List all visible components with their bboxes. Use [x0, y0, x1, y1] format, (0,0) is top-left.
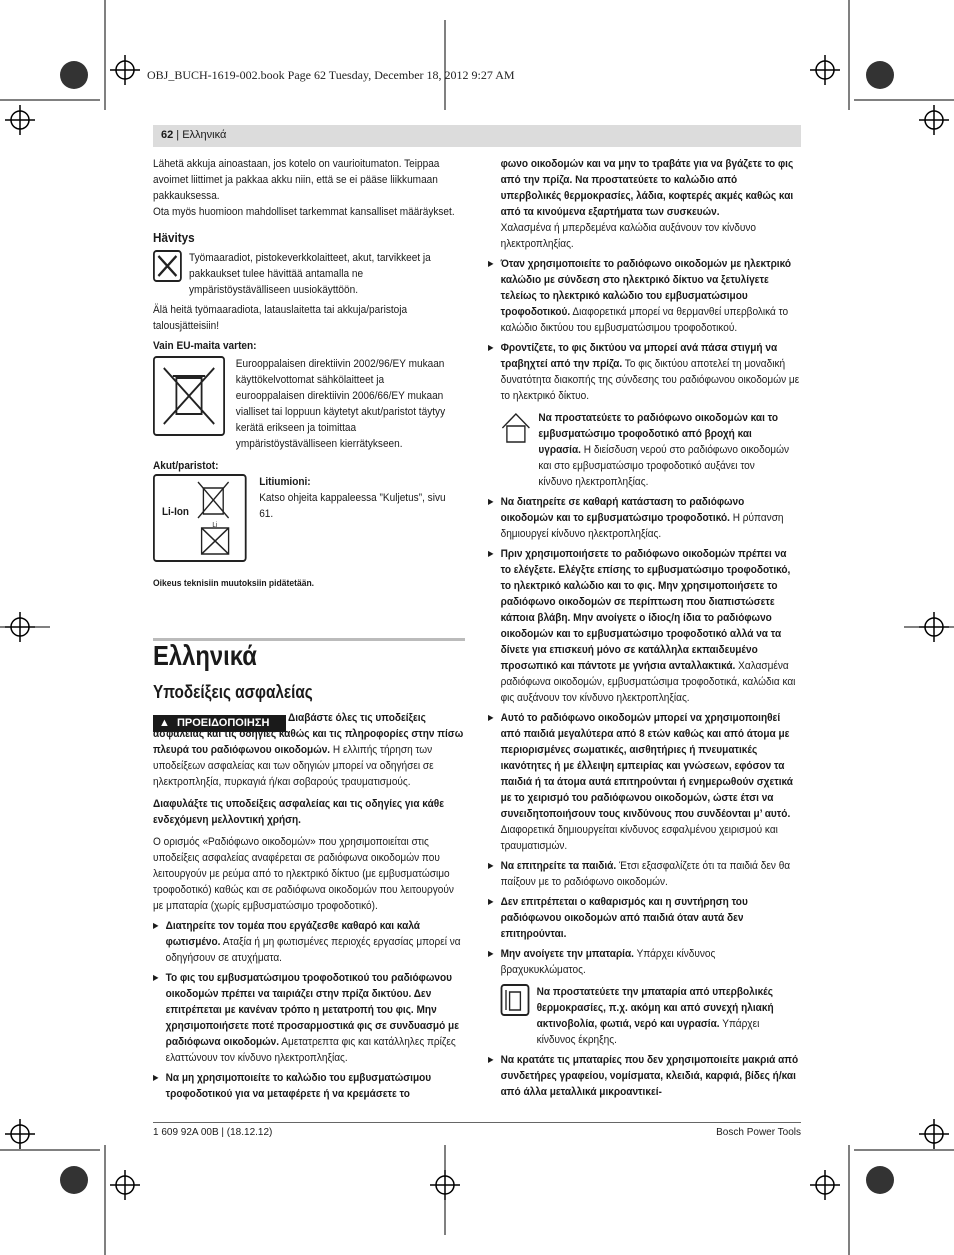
bullet-supervise: ▶ Να επιτηρείτε τα παιδιά. Έτσι εξασφαλίζετε ότι τα παιδιά δεν θα παίξουν με το ραδιόφωνο οικοδομών. — [488, 858, 799, 890]
bullet-children-age: ▶ Αυτό το ραδιόφωνο οικοδομών μπορεί να χρησιμοποιηθεί από παιδιά μεγαλύτερα από 8 ετών καθώς και από άτομα με περιορισμένες σωματικές, αισθητήριες ή πνευματικές ικανότητες ή με έλλειψη εμπειρίας και γνώσεων, εφόσον τα παιδιά ή τα άτομα αυτά επιτηρούνται ή ενημερωθούν σχετικά με το χειρισμό του ραδιόφωνου οικοδομών, ώστε έτσι να συνειδητοποιήσουν τους κινδύνους που συνδέονται μ’ αυτό. Διαφορετικά δημιουργείται κίνδυνος εσφαλμένου χειρισμού και τραυματισμών. — [488, 710, 799, 854]
crossed-bin-icon — [153, 356, 225, 436]
bullet-battery-open: ▶ Μην ανοίγετε την μπαταρία. Υπάρχει κίνδυνος βραχυκυκλώματος. — [488, 946, 799, 978]
eu-block — [153, 356, 464, 452]
rights-reserved: Oikeus teknisiin muutoksiin pidätetään. — [153, 578, 315, 589]
liion-label: Li-Ion — [162, 506, 189, 518]
liion-block — [153, 474, 464, 562]
cable-damage-text: Χαλασμένα ή μπερδεμένα καλώδια αυξάνουν τον κίνδυνο ηλεκτροπληξίας. — [500, 222, 757, 250]
footer-doc-number: 1 609 92A 00B | (18.12.12) — [153, 1127, 273, 1138]
bullet-inspect: ▶ Πριν χρησιμοποιήσετε το ραδιόφωνο οικοδομών πρέπει να το ελέγξετε. Ελέγξτε επίσης το εμβυσματώσιμο τροφοδοτικό, το ηλεκτρικό καλώδιο και το φις. Μην χρησιμοποιήσετε το ραδιόφωνο οικοδομών σε περίπτωση που διαπιστώσετε κάποια βλάβη. Μην ανοίγετε ο ίδιος/η ίδια το ραδιόφωνο οικοδομών και το εμβυσματώσιμο τροφοδοτικό αλλά να τα δίνετε για επισκευή μόνο σε κατάλληλα εκπαιδευμένο προσωπικό και πάντοτε με γνήσια ανταλλακτικά. Χαλασμένα ραδιόφωνα οικοδομών, εμβυσματώσιμα τροφοδοτικά, καλώδια και φις αυξάνουν τον κίνδυνο ηλεκτροπληξίας. — [488, 546, 799, 706]
house-icon — [501, 410, 532, 444]
language-title: Ελληνικά — [153, 640, 257, 671]
liion-heading: Litiumioni: — [259, 476, 311, 488]
eu-text: Eurooppalaisen direktiivin 2002/96/EY mukaan käyttökelvottomat sähkölaitteet ja eurooppalaisen direktiivin 2006/66/EY mukaan vialliset tai loppuun käytetyt akut/paristot täytyy kerätä erikseen ja toimittaa ympäristöystävälliseen kierrätykseen. — [235, 358, 446, 450]
warning-label: ΠΡΟΕΙΔΟΠΟΙΗΣΗ — [176, 717, 270, 729]
bullet-plug: ▶ Το φις του εμβυσματώσιμου τροφοδοτικού του ραδιόφωνου οικοδομών πρέπει να ταιριάζει στην πρίζα δικτύου. Δεν επιτρέπεται με κανέναν τρόπο η μετατροπή του φις. Μην χρησιμοποιήσετε ποτέ προσαρμοστικά φις σε συνδυασμό με ραδιόφωνα οικοδομών. Αμετατρεπτα φις και κατάλληλες πρίζες ελαττώνουν τον κίνδυνο ηλεκτροπληξίας. — [153, 970, 464, 1066]
liion-text: Katso ohjeita kappaleessa ”Kuljetus”, sivu 61. — [259, 492, 446, 520]
rain-block — [488, 410, 799, 490]
bullet-workarea: ▶ Διατηρείτε τον τομέα που εργάζεσθε καθαρό και καλά φωτισμένο. Αταξία ή μη φωτισμένες περιοχές εργασίας μπορεί να οδηγήσουν σε ατυχήματα. — [153, 918, 464, 966]
left-column — [153, 156, 465, 592]
shipping-note: Lähetä akkuja ainoastaan, jos kotelo on vaurioitumaton. Teippaa avoimet liittimet ja pakkaa akku niin, että se ei pääse liikkumaan pakkauksessa. — [153, 158, 440, 202]
footer-rule — [153, 1122, 801, 1123]
page-number: 62 — [161, 129, 174, 141]
footer-brand: Bosch Power Tools — [716, 1127, 801, 1138]
li-label: Li — [212, 522, 218, 529]
heat-text: Να προστατεύετε την μπαταρία από υπερβολικές θερμοκρασίες, π.χ. ακόμη και από συνεχή ηλιακή ακτινοβολία, φωτιά, νερό και υγρασία. Υπάρχει κίνδυνος έκρηξης. — [536, 986, 774, 1046]
recycle-icon — [153, 250, 182, 282]
liion-battery-icon — [153, 474, 247, 562]
bullet-metal-objects: ▶ Να κρατάτε τις μπαταρίες που δεν χρησιμοποιείτε μακριά από συνδετήρες γραφείου, νομίσματα, κλειδιά, καρφιά, βίδες ή/και από άλλα μεταλλικά μικροαντικεί- — [488, 1052, 799, 1100]
heat-block — [488, 984, 799, 1048]
bullet-clean: ▶ Να διατηρείτε σε καθαρή κατάσταση το ραδιόφωνο οικοδομών και το εμβυσματώσιμο τροφοδοτικό. Η ρύπανση δημιουργεί κίνδυνο ηλεκτροπληξίας. — [488, 494, 799, 542]
disposal-heading: Hävitys — [153, 230, 195, 245]
cable-continued: φωνο οικοδομών και να μην το τραβάτε για να βγάζετε το φις από την πρίζα. Να προστατεύετε το καλώδιο από υπερβολικές θερμοκρασίες, λάδια, κοφτερές ακμές καθώς και από τα κινούμενα εξαρτήματα των συσκευών. — [500, 158, 794, 218]
warning-paragraph: Διαβάστε όλες τις υποδείξεις ασφαλείας και τις οδηγίες καθώς και τις πληροφορίες στην πίσω πλευρά του ραδιόφωνου οικοδομών. Η ελλιπής τήρηση των υποδείξεων ασφαλείας και των οδηγιών μπορεί να οδηγήσει σε ηλεκτροπληξία, πυρκαγιά ή/και σοβαρούς τραυματισμούς. — [153, 712, 464, 788]
definition-paragraph: Ο ορισμός «Ραδιόφωνο οικοδομών» που χρησιμοποιείται στις υποδείξεις ασφαλείας αναφέρεται σε ραδιόφωνα οικοδομών που λειτουργούν με ρεύμα από το ηλεκτρικό δίκτυο (με εμβυσματώσιμο τροφοδοτικό) καθώς και σε ραδιόφωνα οικοδομών που λειτουργούν με μπαταρία (χωρίς εμβυσματώσιμο τροφοδοτικό). — [153, 836, 454, 912]
no-household-waste: Älä heitä työmaaradiota, latauslaitetta tai akkuja/paristoja talousjätteisiin! — [153, 304, 408, 332]
bullet-cable: ▶ Να μη χρησιμοποιείτε το καλώδιο του εμβυσματώσιμου τροφοδοτικού για να μεταφέρετε ή να κρεμάσετε το — [153, 1070, 464, 1104]
right-column — [488, 156, 800, 1100]
greek-left-text — [153, 710, 465, 1104]
bullet-maintenance: ▶ Δεν επιτρέπεται ο καθαρισμός και η συντήρηση του ραδιόφωνου οικοδομών από παιδιά όταν αυτά δεν επιτηρούνται. — [488, 894, 799, 942]
keep-instructions: Διαφυλάξτε τις υποδείξεις ασφαλείας και τις οδηγίες για κάθε ενδεχόμενη μελλοντική χρήση. — [153, 798, 444, 826]
disposal-block — [153, 250, 464, 298]
warning-icon: ▲ — [159, 717, 170, 729]
batteries-heading: Akut/paristot: — [153, 460, 219, 472]
bullet-unwind-cable: ▶ Όταν χρησιμοποιείτε το ραδιόφωνο οικοδομών με ηλεκτρικό καλώδιο με σύνδεση στο ηλεκτρικό δίκτυο να ξετυλίγετε τελείως το ηλεκτρικό καλώδιο του εμβυσματώσιμου τροφοδοτικού. Διαφορετικά μπορεί να θερμανθεί υπερβολικά το καλώδιο δικτύου του εμβυσματώσιμου τροφοδοτικού. — [488, 256, 799, 336]
regulations-note: Ota myös huomioon mahdolliset tarkemmat kansalliset määräykset. — [153, 206, 455, 218]
bullet-plug-access: ▶ Φροντίζετε, το φις δικτύου να μπορεί ανά πάσα στιγμή να τραβηχτεί από την πρίζα. Το φις δικτύου αποτελεί τη μοναδική δυνατότητα διακοπής της σύνδεσης του ραδιόφωνου οικοδομών με το ηλεκτρικό δίκτυο. — [488, 340, 799, 404]
page-header — [153, 125, 801, 147]
safety-title: Υποδείξεις ασφαλείας — [153, 682, 313, 702]
print-slug: OBJ_BUCH-1619-002.book Page 62 Tuesday, December 18, 2012 9:27 AM — [147, 68, 515, 82]
battery-heat-icon — [501, 984, 530, 1016]
rain-text: Να προστατεύετε το ραδιόφωνο οικοδομών και το εμβυσματώσιμο τροφοδοτικό από βροχή και υγρασία. Η διείσδυση νερού στο ραδιόφωνο οικοδομών και στο εμβυσματώσιμο τροφοδοτικό αυξάνει τον κίνδυνο ηλεκτροπληξίας. — [538, 412, 789, 488]
disposal-text: Työmaaradiot, pistokeverkkolaitteet, akut, tarvikkeet ja pakkaukset tulee hävittää antamalla ne ympäristöystävälliseen uusiokäyttöön. — [189, 252, 431, 296]
section-name: | Ελληνικά — [173, 129, 227, 141]
eu-heading: Vain EU-maita varten: — [153, 340, 257, 352]
